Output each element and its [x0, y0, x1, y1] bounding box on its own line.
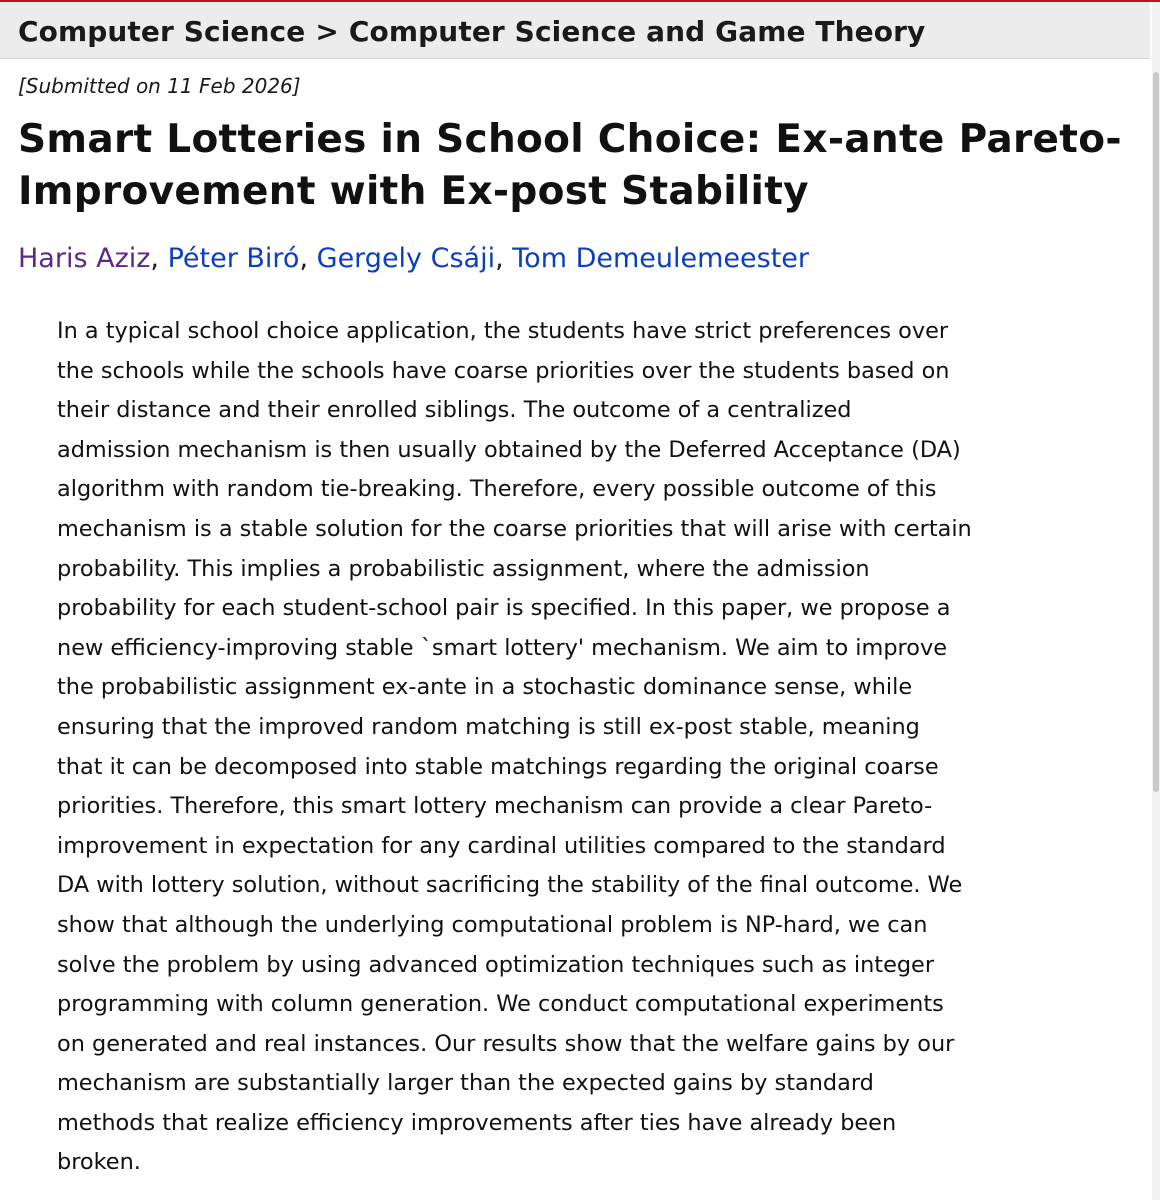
- abstract-text: In a typical school choice application, the students have strict preferences over the schools while the schools have coarse priorities over the students based on their distance and their enrolled siblings. The outcome of a centralized admission mechanism is then usually obtained by the Deferred Acceptance (DA) algorithm with random tie-breaking. Therefore, every possible outcome of this mechanism is a stable solution for the coarse priorities that will arise with certain probability. This implies a probabilistic assignment, where the admission probability for each student-school pair is specified. In this paper, we propose a new efficiency-improving stable `smart lottery' mechanism. We aim to improve the probabilistic assignment ex-ante in a stochastic dominance sense, while ensuring that the improved random matching is still ex-post stable, meaning that it can be decomposed into stable matchings regarding the original coarse priorities. Therefore, this smart lottery mechanism can provide a clear Pareto- improvement in expectation for any cardinal utilities compared to the standard DA with lottery solution, without sacrificing the stability of the final outcome. We show that although the underlying computational problem is NP-hard, we can solve the problem by using advanced optimization techniques such as integer programming with column generation. We conduct computational experiments on generated and real instances. Our results show that the welfare gains by our mechanism are substantially larger than the expected gains by standard methods that realize efficiency improvements after ties have already been broken.: [57, 318, 972, 1176]
- author-separator: ,: [299, 243, 317, 274]
- breadcrumb-separator: >: [315, 15, 339, 48]
- header-bar: [0, 2, 1150, 59]
- author-separator: ,: [495, 243, 513, 274]
- scrollbar-thumb[interactable]: [1153, 72, 1159, 792]
- author-link-demeulemeester[interactable]: Tom Demeulemeester: [512, 243, 810, 274]
- paper-title: Smart Lotteries in School Choice: Ex-ante Pareto- Improvement with Ex-post Stability: [18, 117, 1122, 214]
- vertical-scrollbar[interactable]: [1152, 2, 1160, 1200]
- author-link-biro[interactable]: Péter Biró: [167, 243, 300, 274]
- author-list: [18, 243, 809, 274]
- breadcrumb: [18, 15, 925, 48]
- author-separator: ,: [150, 243, 168, 274]
- submission-date: [Submitted on 11 Feb 2026]: [18, 74, 301, 98]
- author-link-csaji[interactable]: Gergely Csáji: [316, 243, 496, 274]
- breadcrumb-current[interactable]: Computer Science and Game Theory: [348, 15, 926, 48]
- author-link-aziz[interactable]: Haris Aziz: [18, 243, 151, 274]
- breadcrumb-parent[interactable]: Computer Science: [18, 15, 306, 48]
